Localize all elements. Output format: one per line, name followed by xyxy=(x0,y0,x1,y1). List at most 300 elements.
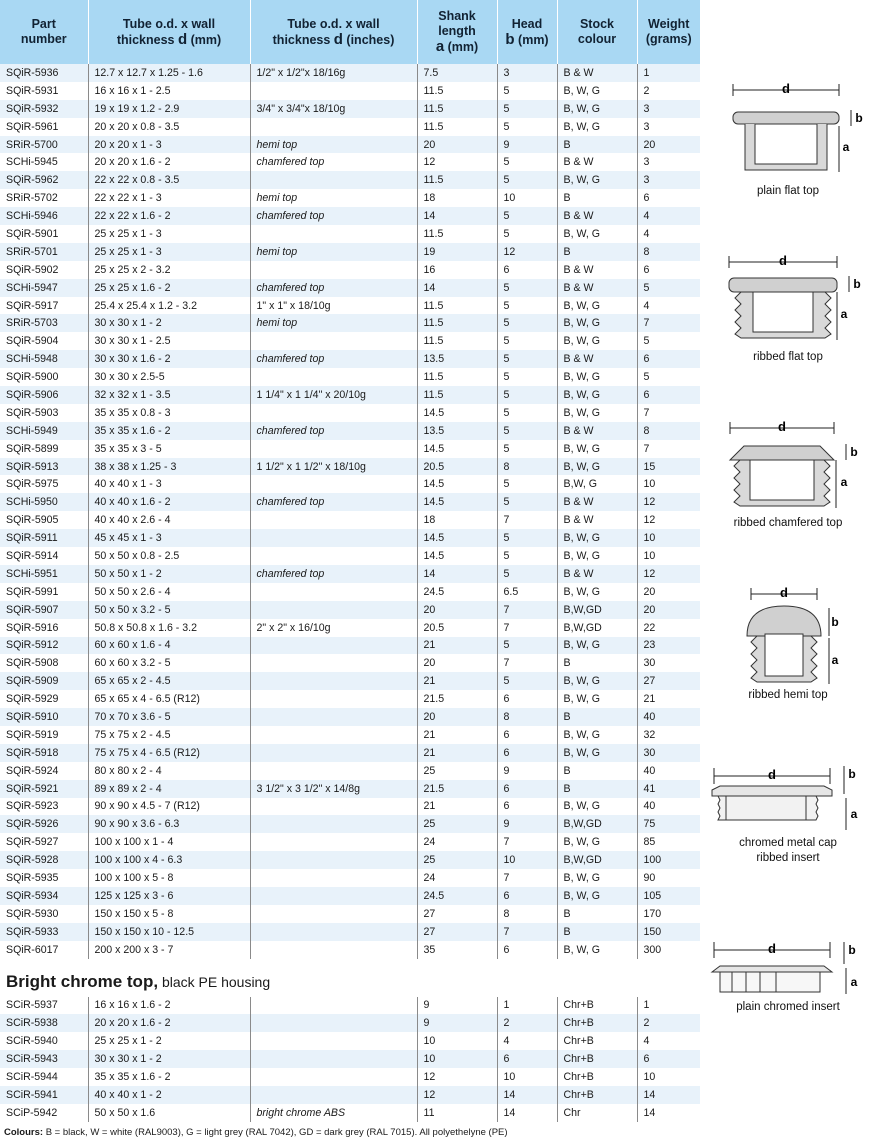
part-number-cell: SQiR-5931 xyxy=(0,82,88,100)
shank-length-cell: 11.5 xyxy=(417,82,497,100)
shank-length-cell: 16 xyxy=(417,261,497,279)
shank-length-cell: 20.5 xyxy=(417,619,497,637)
stock-colour-cell: Chr+B xyxy=(557,1050,637,1068)
weight-cell: 15 xyxy=(637,458,700,476)
table-row xyxy=(0,708,700,726)
tube-inches-cell: hemi top xyxy=(250,136,417,154)
weight-cell: 3 xyxy=(637,118,700,136)
tube-inches-cell xyxy=(250,762,417,780)
weight-cell: 75 xyxy=(637,815,700,833)
tube-mm-cell: 12.7 x 12.7 x 1.25 - 1.6 xyxy=(88,64,250,82)
tube-inches-cell xyxy=(250,118,417,136)
part-number-cell: SCHi-5951 xyxy=(0,565,88,583)
tube-mm-cell: 50 x 50 x 3.2 - 5 xyxy=(88,601,250,619)
tube-mm-cell: 50 x 50 x 1.6 xyxy=(88,1104,250,1122)
tube-inches-cell xyxy=(250,887,417,905)
head-cell: 5 xyxy=(497,118,557,136)
tube-inches-cell xyxy=(250,708,417,726)
tube-mm-cell: 30 x 30 x 1 - 2.5 xyxy=(88,332,250,350)
weight-cell: 23 xyxy=(637,637,700,655)
dim-b-label: b xyxy=(848,767,856,781)
plain-chromed-insert-diagram xyxy=(706,938,870,1000)
shank-length-cell: 19 xyxy=(417,243,497,261)
stock-colour-cell: B, W, G xyxy=(557,529,637,547)
tube-inches-cell: chamfered top xyxy=(250,350,417,368)
head-cell: 5 xyxy=(497,637,557,655)
shank-length-cell: 11 xyxy=(417,1104,497,1122)
stock-colour-cell: B & W xyxy=(557,64,637,82)
chrome-table-row xyxy=(0,1104,700,1122)
head-cell: 5 xyxy=(497,297,557,315)
head-cell: 8 xyxy=(497,708,557,726)
part-number-cell: SQiR-5904 xyxy=(0,332,88,350)
tube-mm-cell: 25 x 25 x 1 - 3 xyxy=(88,243,250,261)
header-shank-length: Shank length a (mm) xyxy=(417,0,497,64)
head-cell: 7 xyxy=(497,511,557,529)
weight-cell: 90 xyxy=(637,869,700,887)
tube-inches-cell: chamfered top xyxy=(250,279,417,297)
part-number-cell: SQiR-5916 xyxy=(0,619,88,637)
weight-cell: 20 xyxy=(637,583,700,601)
shank-length-cell: 12 xyxy=(417,1086,497,1104)
weight-cell: 30 xyxy=(637,654,700,672)
stock-colour-cell: B xyxy=(557,189,637,207)
weight-cell: 6 xyxy=(637,386,700,404)
table-row xyxy=(0,869,700,887)
head-cell: 1 xyxy=(497,997,557,1015)
shank-length-cell: 20.5 xyxy=(417,458,497,476)
table-row xyxy=(0,82,700,100)
stock-colour-cell: B & W xyxy=(557,493,637,511)
weight-cell: 100 xyxy=(637,851,700,869)
table-row xyxy=(0,619,700,637)
part-number-cell: SQiR-5936 xyxy=(0,64,88,82)
tube-inches-cell: 1 1/4" x 1 1/4" x 20/10g xyxy=(250,386,417,404)
shank-length-cell: 11.5 xyxy=(417,314,497,332)
dim-a-label: a xyxy=(840,307,848,321)
tube-inches-cell: chamfered top xyxy=(250,493,417,511)
part-number-cell: SRiR-5703 xyxy=(0,314,88,332)
table-row xyxy=(0,493,700,511)
head-cell: 10 xyxy=(497,1068,557,1086)
tube-mm-cell: 45 x 45 x 1 - 3 xyxy=(88,529,250,547)
tube-mm-cell: 25 x 25 x 1 - 2 xyxy=(88,1032,250,1050)
weight-cell: 14 xyxy=(637,1104,700,1122)
tube-inches-cell: 3/4" x 3/4"x 18/10g xyxy=(250,100,417,118)
tube-mm-cell: 19 x 19 x 1.2 - 2.9 xyxy=(88,100,250,118)
dim-d-label: d xyxy=(768,941,776,956)
figure-caption: ribbed chamfered top xyxy=(733,517,843,529)
stock-colour-cell: B, W, G xyxy=(557,297,637,315)
part-number-cell: SQiR-5912 xyxy=(0,637,88,655)
head-cell: 5 xyxy=(497,314,557,332)
stock-colour-cell: B & W xyxy=(557,350,637,368)
tube-inches-cell: 1/2" x 1/2"x 18/16g xyxy=(250,64,417,82)
table-row xyxy=(0,404,700,422)
table-row xyxy=(0,744,700,762)
tube-mm-cell: 25 x 25 x 2 - 3.2 xyxy=(88,261,250,279)
shank-length-cell: 24.5 xyxy=(417,887,497,905)
tube-inches-cell: 3 1/2" x 3 1/2" x 14/8g xyxy=(250,780,417,798)
head-cell: 14 xyxy=(497,1104,557,1122)
weight-cell: 12 xyxy=(637,511,700,529)
part-number-cell: SQiR-5910 xyxy=(0,708,88,726)
tube-mm-cell: 150 x 150 x 5 - 8 xyxy=(88,905,250,923)
part-number-cell: SCHi-5949 xyxy=(0,422,88,440)
part-number-cell: SQiR-5929 xyxy=(0,690,88,708)
tube-inches-cell: chamfered top xyxy=(250,207,417,225)
table-row xyxy=(0,565,700,583)
weight-cell: 40 xyxy=(637,762,700,780)
tube-mm-cell: 38 x 38 x 1.25 - 3 xyxy=(88,458,250,476)
tube-inches-cell xyxy=(250,833,417,851)
tube-mm-cell: 50 x 50 x 2.6 - 4 xyxy=(88,583,250,601)
head-cell: 8 xyxy=(497,458,557,476)
tube-inches-cell xyxy=(250,368,417,386)
dim-a-label: a xyxy=(850,807,858,821)
tube-inches-cell xyxy=(250,1014,417,1032)
shank-length-cell: 21 xyxy=(417,744,497,762)
shank-length-cell: 9 xyxy=(417,997,497,1015)
head-cell: 5 xyxy=(497,440,557,458)
shank-length-cell: 11.5 xyxy=(417,100,497,118)
stock-colour-cell: Chr+B xyxy=(557,1032,637,1050)
part-number-cell: SQiR-5900 xyxy=(0,368,88,386)
table-row xyxy=(0,332,700,350)
part-number-cell: SQiR-5930 xyxy=(0,905,88,923)
table-row xyxy=(0,314,700,332)
head-cell: 5 xyxy=(497,422,557,440)
head-cell: 5 xyxy=(497,207,557,225)
head-cell: 10 xyxy=(497,189,557,207)
header-head: Head b (mm) xyxy=(497,0,557,64)
colours-legend: Colours: B = black, W = white (RAL9003), G = light grey (RAL 7042), GD = dark grey (RAL 7015). All polyethelyne (PE) xyxy=(4,1127,508,1138)
table-row xyxy=(0,475,700,493)
part-number-cell: SQiR-5926 xyxy=(0,815,88,833)
tube-mm-cell: 60 x 60 x 1.6 - 4 xyxy=(88,637,250,655)
stock-colour-cell: B, W, G xyxy=(557,386,637,404)
stock-colour-cell: B, W, G xyxy=(557,941,637,959)
figure-chromed-metal-cap xyxy=(706,760,870,866)
head-cell: 5 xyxy=(497,565,557,583)
weight-cell: 7 xyxy=(637,440,700,458)
shank-length-cell: 10 xyxy=(417,1032,497,1050)
shank-length-cell: 21 xyxy=(417,726,497,744)
weight-cell: 40 xyxy=(637,708,700,726)
part-number-cell: SCHi-5945 xyxy=(0,153,88,171)
table-row xyxy=(0,726,700,744)
product-table-body xyxy=(0,64,700,959)
weight-cell: 300 xyxy=(637,941,700,959)
part-number-cell: SQiR-5932 xyxy=(0,100,88,118)
chrome-table-row xyxy=(0,1050,700,1068)
stock-colour-cell: B, W, G xyxy=(557,368,637,386)
tube-mm-cell: 65 x 65 x 4 - 6.5 (R12) xyxy=(88,690,250,708)
part-number-cell: SRiR-5701 xyxy=(0,243,88,261)
tube-mm-cell: 30 x 30 x 1.6 - 2 xyxy=(88,350,250,368)
weight-cell: 5 xyxy=(637,368,700,386)
tube-mm-cell: 25 x 25 x 1.6 - 2 xyxy=(88,279,250,297)
part-number-cell: SCHi-5946 xyxy=(0,207,88,225)
table-row xyxy=(0,798,700,816)
head-cell: 7 xyxy=(497,601,557,619)
head-cell: 7 xyxy=(497,654,557,672)
head-cell: 5 xyxy=(497,350,557,368)
weight-cell: 12 xyxy=(637,565,700,583)
figure-caption: plain chromed insert xyxy=(736,1001,840,1013)
stock-colour-cell: B & W xyxy=(557,511,637,529)
tube-mm-cell: 20 x 20 x 1 - 3 xyxy=(88,136,250,154)
shank-length-cell: 24 xyxy=(417,869,497,887)
tube-mm-cell: 22 x 22 x 1 - 3 xyxy=(88,189,250,207)
part-number-cell: SCiR-5938 xyxy=(0,1014,88,1032)
stock-colour-cell: B xyxy=(557,243,637,261)
weight-cell: 6 xyxy=(637,261,700,279)
weight-cell: 32 xyxy=(637,726,700,744)
tube-mm-cell: 89 x 89 x 2 - 4 xyxy=(88,780,250,798)
shank-length-cell: 27 xyxy=(417,905,497,923)
part-number-cell: SQiR-5899 xyxy=(0,440,88,458)
tube-inches-cell xyxy=(250,511,417,529)
stock-colour-cell: Chr+B xyxy=(557,1086,637,1104)
stock-colour-cell: B, W, G xyxy=(557,798,637,816)
part-number-cell: SRiR-5700 xyxy=(0,136,88,154)
shank-length-cell: 14 xyxy=(417,207,497,225)
tube-mm-cell: 50 x 50 x 0.8 - 2.5 xyxy=(88,547,250,565)
head-cell: 6 xyxy=(497,887,557,905)
head-cell: 5 xyxy=(497,279,557,297)
weight-cell: 21 xyxy=(637,690,700,708)
table-row xyxy=(0,511,700,529)
tube-inches-cell xyxy=(250,923,417,941)
stock-colour-cell: B, W, G xyxy=(557,118,637,136)
part-number-cell: SQiR-5917 xyxy=(0,297,88,315)
weight-cell: 20 xyxy=(637,601,700,619)
stock-colour-cell: B & W xyxy=(557,422,637,440)
tube-mm-cell: 35 x 35 x 1.6 - 2 xyxy=(88,1068,250,1086)
tube-inches-cell xyxy=(250,1086,417,1104)
part-number-cell: SQiR-5975 xyxy=(0,475,88,493)
table-row xyxy=(0,279,700,297)
head-cell: 6 xyxy=(497,726,557,744)
figure-caption: plain flat top xyxy=(756,185,819,197)
dim-a-label: a xyxy=(850,975,858,989)
section-title: Bright chrome top, black PE housing xyxy=(0,959,700,997)
tube-inches-cell: 1" x 1" x 18/10g xyxy=(250,297,417,315)
tube-mm-cell: 35 x 35 x 0.8 - 3 xyxy=(88,404,250,422)
part-number-cell: SCiR-5944 xyxy=(0,1068,88,1086)
head-cell: 5 xyxy=(497,225,557,243)
ribbed-flat-top-diagram xyxy=(713,252,863,350)
head-cell: 7 xyxy=(497,923,557,941)
head-cell: 5 xyxy=(497,475,557,493)
weight-cell: 10 xyxy=(637,529,700,547)
stock-colour-cell: B, W, G xyxy=(557,833,637,851)
part-number-cell: SQiR-5901 xyxy=(0,225,88,243)
dim-a-label: a xyxy=(842,140,850,154)
part-number-cell: SRiR-5702 xyxy=(0,189,88,207)
dim-d-label: d xyxy=(780,585,788,600)
part-number-cell: SQiR-5962 xyxy=(0,171,88,189)
part-number-cell: SQiR-5903 xyxy=(0,404,88,422)
figure-ribbed-chamfered-top xyxy=(706,418,870,531)
tube-inches-cell xyxy=(250,82,417,100)
shank-length-cell: 21.5 xyxy=(417,690,497,708)
stock-colour-cell: B, W, G xyxy=(557,672,637,690)
part-number-cell: SCiR-5941 xyxy=(0,1086,88,1104)
tube-inches-cell xyxy=(250,869,417,887)
table-row xyxy=(0,440,700,458)
shank-length-cell: 10 xyxy=(417,1050,497,1068)
weight-cell: 10 xyxy=(637,475,700,493)
head-cell: 4 xyxy=(497,1032,557,1050)
stock-colour-cell: B & W xyxy=(557,261,637,279)
head-cell: 5 xyxy=(497,404,557,422)
head-cell: 7 xyxy=(497,869,557,887)
table-row xyxy=(0,601,700,619)
head-cell: 6.5 xyxy=(497,583,557,601)
tube-mm-cell: 20 x 20 x 1.6 - 2 xyxy=(88,1014,250,1032)
header-stock-colour: Stock colour xyxy=(557,0,637,64)
tube-inches-cell: hemi top xyxy=(250,314,417,332)
head-cell: 6 xyxy=(497,941,557,959)
table-row xyxy=(0,225,700,243)
table-row xyxy=(0,815,700,833)
table-row xyxy=(0,207,700,225)
part-number-cell: SQiR-5905 xyxy=(0,511,88,529)
table-row xyxy=(0,368,700,386)
chrome-table-row xyxy=(0,1032,700,1050)
tube-mm-cell: 40 x 40 x 1 - 2 xyxy=(88,1086,250,1104)
tube-inches-cell xyxy=(250,654,417,672)
shank-length-cell: 24 xyxy=(417,833,497,851)
part-number-cell: SQiR-5923 xyxy=(0,798,88,816)
tube-mm-cell: 30 x 30 x 1 - 2 xyxy=(88,314,250,332)
tube-mm-cell: 25.4 x 25.4 x 1.2 - 3.2 xyxy=(88,297,250,315)
header-part-number: Part number xyxy=(0,0,88,64)
head-cell: 5 xyxy=(497,493,557,511)
tube-mm-cell: 40 x 40 x 1 - 3 xyxy=(88,475,250,493)
tube-mm-cell: 75 x 75 x 4 - 6.5 (R12) xyxy=(88,744,250,762)
tube-inches-cell xyxy=(250,815,417,833)
weight-cell: 40 xyxy=(637,798,700,816)
table-row xyxy=(0,780,700,798)
part-number-cell: SQiR-5961 xyxy=(0,118,88,136)
stock-colour-cell: B, W, G xyxy=(557,887,637,905)
tube-mm-cell: 65 x 65 x 2 - 4.5 xyxy=(88,672,250,690)
dim-b-label: b xyxy=(831,615,839,629)
shank-length-cell: 11.5 xyxy=(417,225,497,243)
tube-inches-cell xyxy=(250,1032,417,1050)
head-cell: 6 xyxy=(497,744,557,762)
table-row xyxy=(0,923,700,941)
tube-mm-cell: 50 x 50 x 1 - 2 xyxy=(88,565,250,583)
tube-inches-cell xyxy=(250,583,417,601)
head-cell: 9 xyxy=(497,762,557,780)
tube-inches-cell xyxy=(250,440,417,458)
table-row xyxy=(0,690,700,708)
stock-colour-cell: B xyxy=(557,708,637,726)
head-cell: 9 xyxy=(497,136,557,154)
part-number-cell: SQiR-5911 xyxy=(0,529,88,547)
dim-a-label: a xyxy=(831,653,839,667)
tube-mm-cell: 35 x 35 x 3 - 5 xyxy=(88,440,250,458)
head-cell: 9 xyxy=(497,815,557,833)
tube-mm-cell: 100 x 100 x 5 - 8 xyxy=(88,869,250,887)
stock-colour-cell: B,W,GD xyxy=(557,601,637,619)
weight-cell: 4 xyxy=(637,225,700,243)
head-cell: 5 xyxy=(497,672,557,690)
shank-length-cell: 20 xyxy=(417,601,497,619)
shank-length-cell: 20 xyxy=(417,136,497,154)
table-row xyxy=(0,350,700,368)
part-number-cell: SQiR-5902 xyxy=(0,261,88,279)
tube-mm-cell: 20 x 20 x 1.6 - 2 xyxy=(88,153,250,171)
weight-cell: 2 xyxy=(637,82,700,100)
weight-cell: 4 xyxy=(637,297,700,315)
part-number-cell: SCiR-5940 xyxy=(0,1032,88,1050)
figure-ribbed-flat-top xyxy=(706,252,870,365)
head-cell: 8 xyxy=(497,905,557,923)
chrome-table-row xyxy=(0,1086,700,1104)
head-cell: 7 xyxy=(497,619,557,637)
shank-length-cell: 12 xyxy=(417,153,497,171)
stock-colour-cell: B, W, G xyxy=(557,690,637,708)
head-cell: 10 xyxy=(497,851,557,869)
shank-length-cell: 9 xyxy=(417,1014,497,1032)
weight-cell: 22 xyxy=(637,619,700,637)
shank-length-cell: 21 xyxy=(417,672,497,690)
table-row xyxy=(0,64,700,82)
stock-colour-cell: B, W, G xyxy=(557,637,637,655)
shank-length-cell: 25 xyxy=(417,851,497,869)
weight-cell: 105 xyxy=(637,887,700,905)
table-row xyxy=(0,637,700,655)
tube-inches-cell xyxy=(250,475,417,493)
stock-colour-cell: B xyxy=(557,923,637,941)
stock-colour-cell: B & W xyxy=(557,153,637,171)
shank-length-cell: 25 xyxy=(417,762,497,780)
tube-inches-cell: chamfered top xyxy=(250,153,417,171)
head-cell: 5 xyxy=(497,368,557,386)
tube-inches-cell xyxy=(250,1050,417,1068)
table-row xyxy=(0,833,700,851)
head-cell: 3 xyxy=(497,64,557,82)
tube-mm-cell: 35 x 35 x 1.6 - 2 xyxy=(88,422,250,440)
part-number-cell: SCHi-5948 xyxy=(0,350,88,368)
table-row xyxy=(0,672,700,690)
table-row xyxy=(0,189,700,207)
part-number-cell: SCiP-5942 xyxy=(0,1104,88,1122)
part-number-cell: SQiR-5921 xyxy=(0,780,88,798)
part-number-cell: SQiR-5918 xyxy=(0,744,88,762)
weight-cell: 170 xyxy=(637,905,700,923)
table-row xyxy=(0,171,700,189)
weight-cell: 6 xyxy=(637,1050,700,1068)
header-weight: Weight (grams) xyxy=(637,0,700,64)
table-row xyxy=(0,851,700,869)
stock-colour-cell: B xyxy=(557,762,637,780)
table-row xyxy=(0,529,700,547)
stock-colour-cell: B xyxy=(557,780,637,798)
part-number-cell: SQiR-5907 xyxy=(0,601,88,619)
stock-colour-cell: B xyxy=(557,905,637,923)
ribbed-chamfered-top-diagram xyxy=(708,418,868,516)
figure-caption: ribbed hemi top xyxy=(748,689,828,701)
stock-colour-cell: B, W, G xyxy=(557,225,637,243)
weight-cell: 2 xyxy=(637,1014,700,1032)
table-row xyxy=(0,422,700,440)
